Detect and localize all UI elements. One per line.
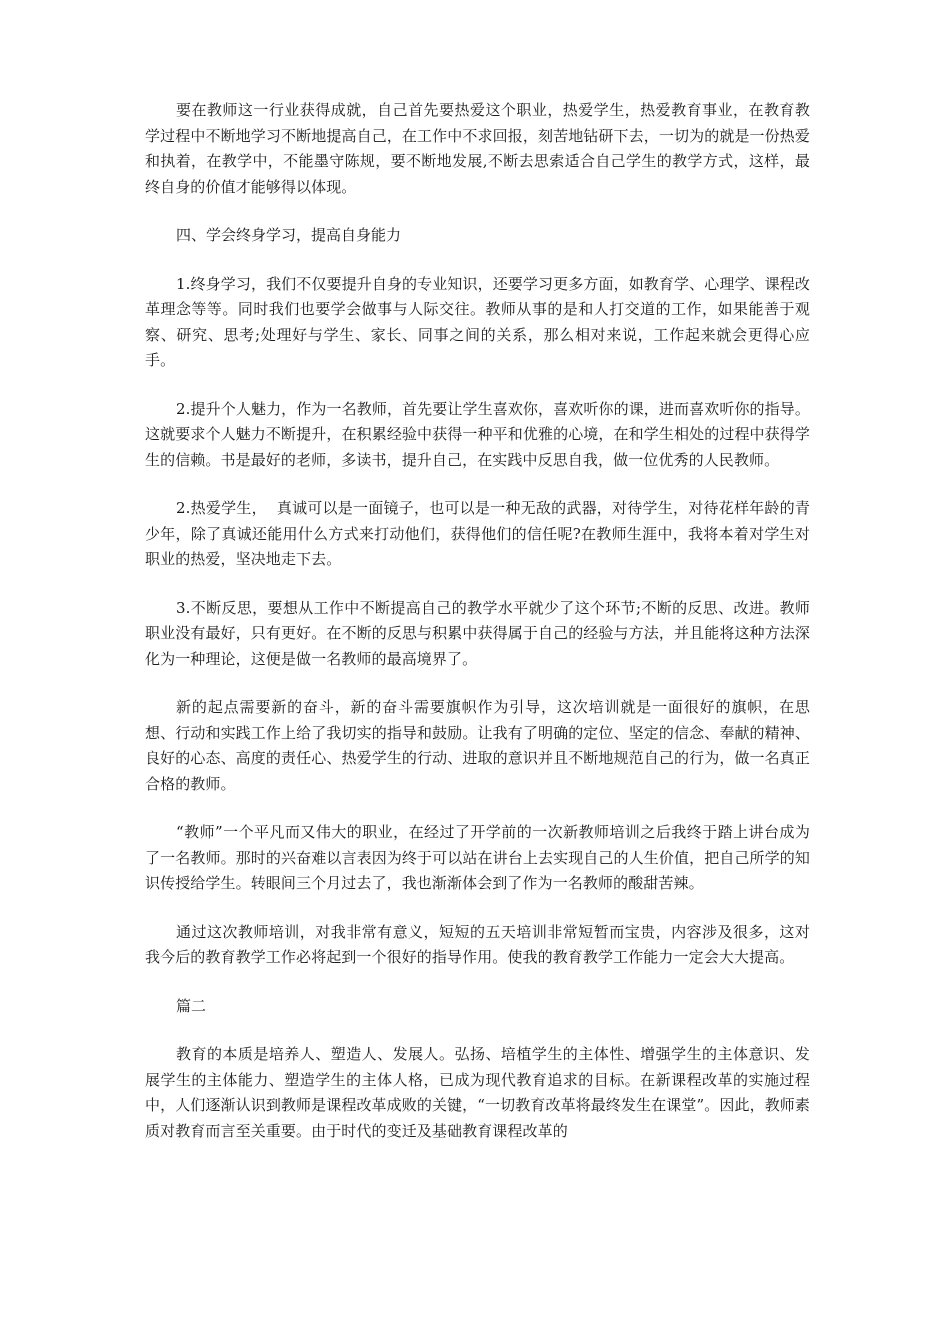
document-page xyxy=(145,98,810,1167)
paragraph-teacher-profession: “教师”一个平凡而又伟大的职业，在经过了开学前的一次新教师培训之后我终于踏上讲台成为了一名教师。那时的兴奋难以言表因为终于可以站在讲台上去实现自己的人生价值，把自己所学的知识传授给学生。转眼间三个月过去了，我也渐渐体会到了作为一名教师的酸甜苦辣。 xyxy=(145,823,810,892)
paragraph-reflection: 3.不断反思，要想从工作中不断提高自己的教学水平就少了这个环节;不断的反思、改进。教师职业没有最好，只有更好。在不断的反思与积累中获得属于自己的经验与方法，并且能将这种方法深化为一种理论，这便是做一名教师的最高境界了。 xyxy=(145,598,810,668)
section-heading-part-two: 篇二 xyxy=(176,996,207,1015)
paragraph-love-students: 2.热爱学生， 真诚可以是一面镜子，也可以是一种无敌的武器，对待学生，对待花样年龄的青少年，除了真诚还能用什么方式来打动他们，获得他们的信任呢?在教师生涯中，我将本着对学生对职业的热爱，坚决地走下去。 xyxy=(145,499,810,568)
paragraph-training-meaning: 通过这次教师培训，对我非常有意义，短短的五天培训非常短暂而宝贵，内容涉及很多，这对我今后的教育教学工作必将起到一个很好的指导作用。使我的教育教学工作能力一定会大大提高。 xyxy=(145,922,810,966)
section-heading-lifelong-learning: 四、学会终身学习，提高自身能力 xyxy=(176,226,402,244)
paragraph-new-starting-point: 新的起点需要新的奋斗，新的奋斗需要旗帜作为引导，这次培训就是一面很好的旗帜，在思想、行动和实践工作上给了我切实的指导和鼓励。让我有了明确的定位、坚定的信念、奉献的精神、良好的心态、高度的责任心、热爱学生的行动、进取的意识并且不断地规范自己的行为，做一名真正合格的教师。 xyxy=(145,698,810,793)
paragraph-lifelong-learning: 1.终身学习，我们不仅要提升自身的专业知识，还要学习更多方面，如教育学、心理学、课程改革理念等等。同时我们也要学会做事与人际交往。教师从事的是和人打交道的工作，如果能善于观察、研究、思考;处理好与学生、家长、同事之间的关系，那么相对来说，工作起来就会更得心应手。 xyxy=(145,274,810,369)
paragraph-personal-charm: 2.提升个人魅力，作为一名教师，首先要让学生喜欢你，喜欢听你的课，进而喜欢听你的指导。这就要求个人魅力不断提升，在积累经验中获得一种平和优雅的心境，在和学生相处的过程中获得学生的信赖。书是最好的老师，多读书，提升自己，在实践中反思自我，做一位优秀的人民教师。 xyxy=(145,399,810,469)
paragraph-passion-for-teaching: 要在教师这一行业获得成就，自己首先要热爱这个职业，热爱学生，热爱教育事业，在教育教学过程中不断地学习不断地提高自己，在工作中不求回报，刻苦地钻研下去，一切为的就是一份热爱和执着，在教学中，不能墨守陈规，要不断地发展,不断去思索适合自己学生的教学方式，这样，最终自身的价值才能够得以体现。 xyxy=(145,101,810,196)
paragraph-education-essence: 教育的本质是培养人、塑造人、发展人。弘扬、培植学生的主体性、增强学生的主体意识、发展学生的主体能力、塑造学生的主体人格，已成为现代教育追求的目标。在新课程改革的实施过程中，人们逐渐认识到教师是课程改革成败的关键，“一切教育改革将最终发生在课堂”。因此，教师素质对教育而言至关重要。由于时代的变迁及基础教育课程改革的 xyxy=(145,1045,810,1140)
